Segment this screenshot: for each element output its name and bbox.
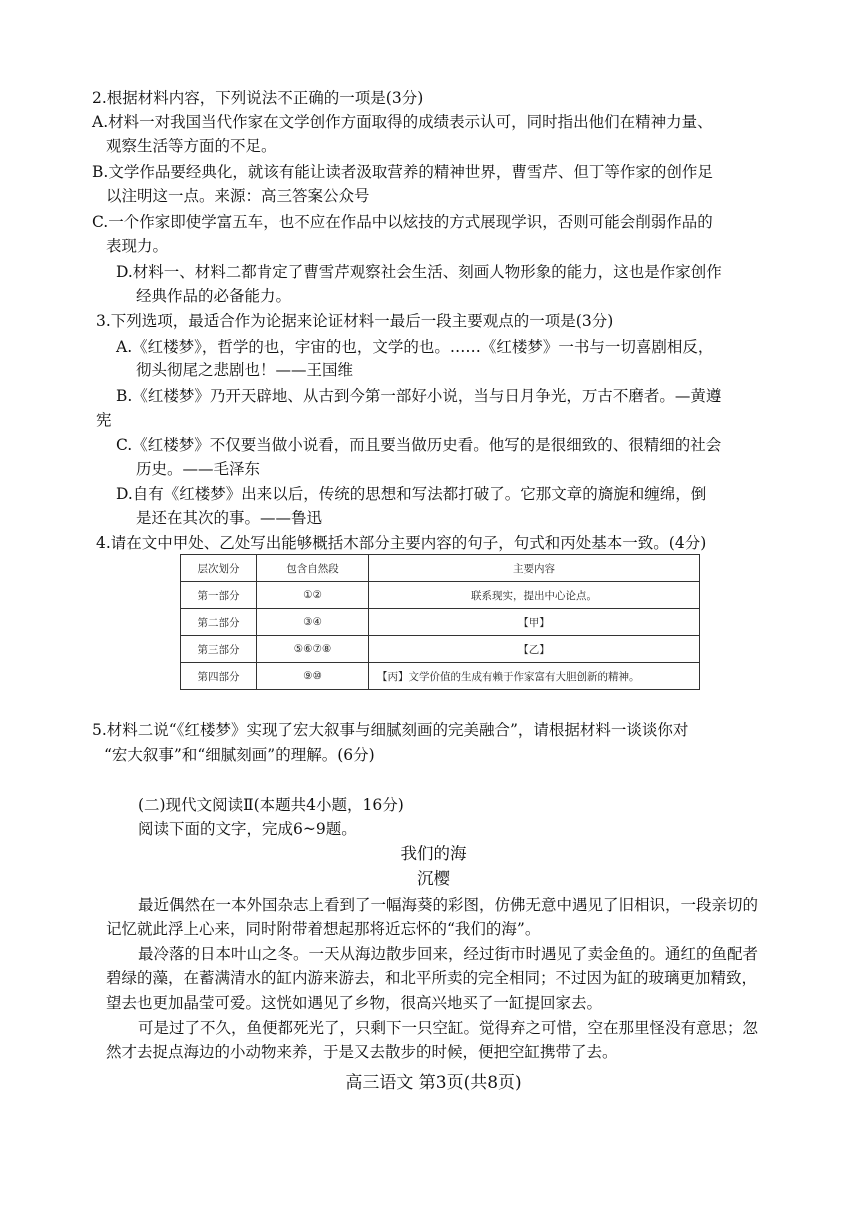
q3-stem: 3.下列选项，最适合作为论据来论证材料一最后一段主要观点的一项是(3分) xyxy=(96,312,614,330)
outline-table xyxy=(180,554,700,690)
q2-option-d-line1: D.材料一、材料二都肯定了曹雪芹观察社会生活、刻画人物形象的能力，这也是作家创作 xyxy=(116,263,722,281)
q4-stem: 4.请在文中甲处、乙处写出能够概括木部分主要内容的句子，句式和丙处基本一致。(4分) xyxy=(96,534,707,552)
table-row xyxy=(181,609,700,636)
row-content: 联系现实，提出中心论点。 xyxy=(369,582,700,609)
q3-option-c-line2: 历史。——毛泽东 xyxy=(136,460,261,478)
passage-title: 我们的海 xyxy=(400,844,467,863)
q2-stem: 2.根据材料内容，下列说法不正确的一项是(3分) xyxy=(92,89,424,107)
passage-p1-line2: 记忆就此浮上心来，同时附带着想起那将近忘怀的“我们的海”。 xyxy=(106,920,541,938)
q3-option-d-line1: D.自有《红楼梦》出来以后，传统的思想和写法都打破了。它那文章的旖旎和缠绵，倒 xyxy=(116,485,707,503)
q2-option-a-line1: A.材料一对我国当代作家在文学创作方面取得的成绩表示认可，同时指出他们在精神力量、 xyxy=(92,113,713,131)
header-level: 层次划分 xyxy=(181,555,257,582)
row-level: 第一部分 xyxy=(181,582,257,609)
q3-option-d-line2: 是还在其次的事。——鲁迅 xyxy=(136,509,323,527)
q2-option-c-line1: C.一个作家即使学富五车，也不应在作品中以炫技的方式展现学识，否则可能会削弱作品的 xyxy=(92,213,713,231)
page-footer: 高三语文 第3页(共8页) xyxy=(345,1073,522,1093)
table-row xyxy=(181,582,700,609)
q2-option-d-line2: 经典作品的必备能力。 xyxy=(136,287,292,305)
table-row xyxy=(181,663,700,690)
q2-option-a-line2: 观察生活等方面的不足。 xyxy=(106,137,277,155)
passage-author: 沉樱 xyxy=(417,869,450,888)
q5-line2: “宏大叙事”和“细腻刻画”的理解。(6分) xyxy=(104,746,375,764)
q3-option-b-line2: 宪 xyxy=(96,411,112,429)
row-level: 第二部分 xyxy=(181,609,257,636)
row-level: 第三部分 xyxy=(181,636,257,663)
q2-option-b-line2: 以注明这一点。来源：高三答案公众号 xyxy=(106,187,370,205)
passage-p2-line1: 最冷落的日本叶山之冬。一天从海边散步回来，经过街市时遇见了卖金鱼的。通红的鱼配者 xyxy=(138,945,759,963)
section-heading: (二)现代文阅读Ⅱ(本题共4小题，16分) xyxy=(138,796,404,814)
header-paragraphs: 包含自然段 xyxy=(257,555,369,582)
row-paragraphs: ⑨⑩ xyxy=(257,663,369,690)
q3-option-a-line2: 彻头彻尾之悲剧也！——王国维 xyxy=(136,361,354,379)
passage-p3-line1: 可是过了不久，鱼便都死光了，只剩下一只空缸。觉得弃之可惜，空在那里怪没有意思；忽 xyxy=(138,1019,759,1037)
row-content-bing: 【丙】文学价值的生成有赖于作家富有大胆创新的精神。 xyxy=(369,663,700,690)
q2-option-c-line2: 表现力。 xyxy=(106,237,169,255)
q3-option-b-line1: B.《红楼梦》乃开天辟地、从古到今第一部好小说，当与日月争光，万古不磨者。—黄遵 xyxy=(116,387,722,405)
table-row xyxy=(181,636,700,663)
passage-p2-line3: 望去也更加晶莹可爱。这恍如遇见了乡物，很高兴地买了一缸提回家去。 xyxy=(106,994,603,1012)
q2-option-b-line1: B.文学作品要经典化，就该有能让读者汲取营养的精神世界，曹雪芹、但丁等作家的创作足 xyxy=(92,163,713,181)
section-instruction: 阅读下面的文字，完成6~9题。 xyxy=(138,820,357,838)
passage-p2-line2: 碧绿的藻，在蓄满清水的缸内游来游去，和北平所卖的完全相同；不过因为缸的玻璃更加精致， xyxy=(106,969,758,987)
row-paragraphs: ③④ xyxy=(257,609,369,636)
passage-p3-line2: 然才去捉点海边的小动物来养，于是又去散步的时候，便把空缸携带了去。 xyxy=(106,1043,618,1061)
q3-option-a-line1: A.《红楼梦》，哲学的也，宇宙的也，文学的也。……《红楼梦》一书与一切喜剧相反， xyxy=(116,338,714,356)
q3-option-c-line1: C.《红楼梦》不仅要当做小说看，而且要当做历史看。他写的是很细致的、很精细的社会 xyxy=(116,436,722,454)
row-paragraphs: ①② xyxy=(257,582,369,609)
header-content: 主要内容 xyxy=(369,555,700,582)
row-content-blank-yi: 【乙】 xyxy=(369,636,700,663)
q5-line1: 5.材料二说“《红楼梦》实现了宏大叙事与细腻刻画的完美融合”，请根据材料一谈谈你对 xyxy=(92,721,689,739)
row-content-blank-jia: 【甲】 xyxy=(369,609,700,636)
row-level: 第四部分 xyxy=(181,663,257,690)
table-header-row xyxy=(181,555,700,582)
passage-p1-line1: 最近偶然在一本外国杂志上看到了一幅海葵的彩图，仿佛无意中遇见了旧相识，一段亲切的 xyxy=(138,896,759,914)
row-paragraphs: ⑤⑥⑦⑧ xyxy=(257,636,369,663)
